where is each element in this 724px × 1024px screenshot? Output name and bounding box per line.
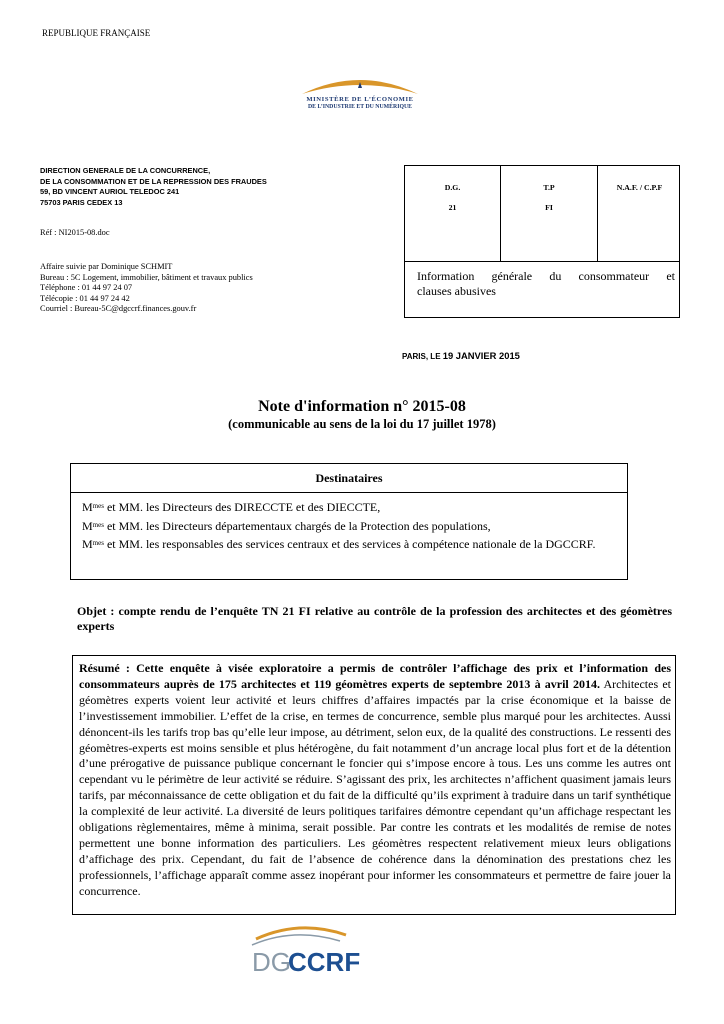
dgccrf-logo-graphic bbox=[250, 925, 370, 977]
date-line bbox=[402, 350, 520, 361]
subject-classification bbox=[417, 269, 675, 299]
recipient-prefix: M bbox=[82, 519, 93, 533]
code-header: T.P bbox=[543, 183, 555, 192]
recipient-item bbox=[82, 519, 622, 534]
note-subtitle: (communicable au sens de la loi du 17 juillet 1978) bbox=[228, 417, 496, 431]
contact-line: Bureau : 5C Logement, immobilier, bâtiment et travaux publics bbox=[40, 272, 253, 282]
logo-ccrf-text: CCRF bbox=[288, 947, 361, 977]
code-header: D.G. bbox=[444, 183, 461, 192]
date-value: 19 JANVIER 2015 bbox=[442, 350, 520, 361]
contact-line: Courriel : Bureau-5C@dgccrf.finances.gouv.fr bbox=[40, 304, 197, 313]
summary-box bbox=[72, 655, 676, 915]
sender-address bbox=[40, 166, 267, 208]
recipient-prefix: M bbox=[82, 537, 93, 551]
logo-dg-text: DG bbox=[252, 947, 291, 977]
recipient-prefix-sup: mes bbox=[92, 502, 104, 510]
recipients-header: Destinataires bbox=[71, 464, 627, 493]
recipient-text: et MM. les responsables des services centraux et des services à compétence nationale de la DGCCRF. bbox=[106, 537, 596, 551]
recipient-prefix-sup: mes bbox=[92, 539, 104, 547]
recipient-item bbox=[82, 500, 622, 515]
summary-body: Architectes et géomètres experts voient leur activité et leurs chiffres d’affaires impactés par la crise économique et la baisse de l’investissement immobilier. L’effet de la crise, en termes de concurrence, semble plus marqué pour les architectes. Aussi dénoncent-ils les tarifs trop bas qu’elle leur impose, au détriment, selon eux, de la qualité des constructions. Le ressenti des géomètres-experts est moins sensible et plus hétérogène, du fait notamment d’un ancrage local plus fort et de la détention d’une prérogative de puissance publique concernant le foncier qui s’impose encore à tous. Les uns comme les autres ont cependant vu le périmètre de leur activité se réduire. S’agissant des prix, les architectes n’affichent quasiment jamais leurs tarifs, par méconnaissance de cette obligation et du fait de la difficulté qu’ils expriment à traduire dans un tarif synthétique la complexité de leur activité. La diversité de leurs politiques tarifaires démontre cependant qu’un affichage respectant les obligations règlementaires, même à minima, serait possible. Par contre les contrats et les modalités de remise de notes permettent une bonne information des particuliers. Les géomètres respectent relativement mieux leurs obligations d’affichage des prix. Cependant, du fait de l’absence de cohérence dans la dénomination des prestations chez les professionnels, l’affichage apparaît comme assez inopérant pour informer les consommateurs et permettre de faire jouer la concurrence. bbox=[79, 676, 671, 898]
code-column-dg bbox=[405, 166, 501, 261]
table-divider bbox=[405, 261, 679, 262]
code-value: 21 bbox=[448, 203, 457, 212]
code-value: FI bbox=[545, 203, 553, 212]
code-column-naf bbox=[598, 166, 681, 261]
date-prefix: PARIS, LE bbox=[402, 352, 441, 361]
ministry-name-line2: DE L’INDUSTRIE ET DU NUMÉRIQUE bbox=[307, 104, 413, 110]
address-line: DIRECTION GENERALE DE LA CONCURRENCE, bbox=[40, 166, 211, 175]
ministry-logo bbox=[270, 72, 450, 118]
subject-line: Information générale du consommateur et bbox=[417, 269, 675, 283]
address-line: 75703 PARIS CEDEX 13 bbox=[40, 197, 123, 207]
subject-line: clauses abusives bbox=[417, 284, 496, 298]
subject-objet: Objet : compte rendu de l’enquête TN 21 FI relative au contrôle de la profession des architectes et des géomètres experts bbox=[77, 604, 672, 633]
code-column-tp bbox=[501, 166, 598, 261]
note-title: Note d'information n° 2015-08 bbox=[258, 398, 466, 415]
ministry-name-line1: MINISTÈRE DE L’ÉCONOMIE bbox=[306, 96, 414, 103]
contact-line: Télécopie : 01 44 97 24 42 bbox=[40, 293, 130, 303]
recipient-prefix: M bbox=[82, 500, 93, 514]
recipient-prefix-sup: mes bbox=[92, 521, 104, 529]
dgccrf-logo bbox=[250, 925, 370, 977]
recipient-item bbox=[82, 537, 622, 552]
contact-line: Téléphone : 01 44 97 24 07 bbox=[40, 283, 133, 292]
republique-francaise-label: REPUBLIQUE FRANÇAISE bbox=[42, 28, 151, 38]
summary-lead: Résumé : Cette enquête à visée exploratoire a permis de contrôler l’affichage des prix et l’information des consommateurs auprès de 175 architectes et 119 géomètres experts de septembre 2013 à avril 2014. bbox=[79, 661, 671, 691]
contact-line: Affaire suivie par Dominique SCHMIT bbox=[40, 262, 173, 271]
document-reference: Réf : NI2015-08.doc bbox=[40, 228, 110, 237]
recipients-box bbox=[70, 463, 628, 580]
contact-block bbox=[40, 262, 253, 315]
address-line: 59, BD VINCENT AURIOL TELEDOC 241 bbox=[40, 187, 180, 196]
recipient-text: et MM. les Directeurs départementaux chargés de la Protection des populations, bbox=[106, 519, 491, 533]
ministry-arc-icon bbox=[298, 72, 422, 96]
code-header: N.A.F. / C.P.F bbox=[616, 183, 663, 192]
address-line: DE LA CONSOMMATION ET DE LA REPRESSION DES FRAUDES bbox=[40, 176, 267, 186]
classification-codes-table bbox=[404, 165, 680, 318]
summary-text bbox=[79, 661, 671, 900]
recipient-text: et MM. les Directeurs des DIRECCTE et des DIECCTE, bbox=[106, 500, 381, 514]
